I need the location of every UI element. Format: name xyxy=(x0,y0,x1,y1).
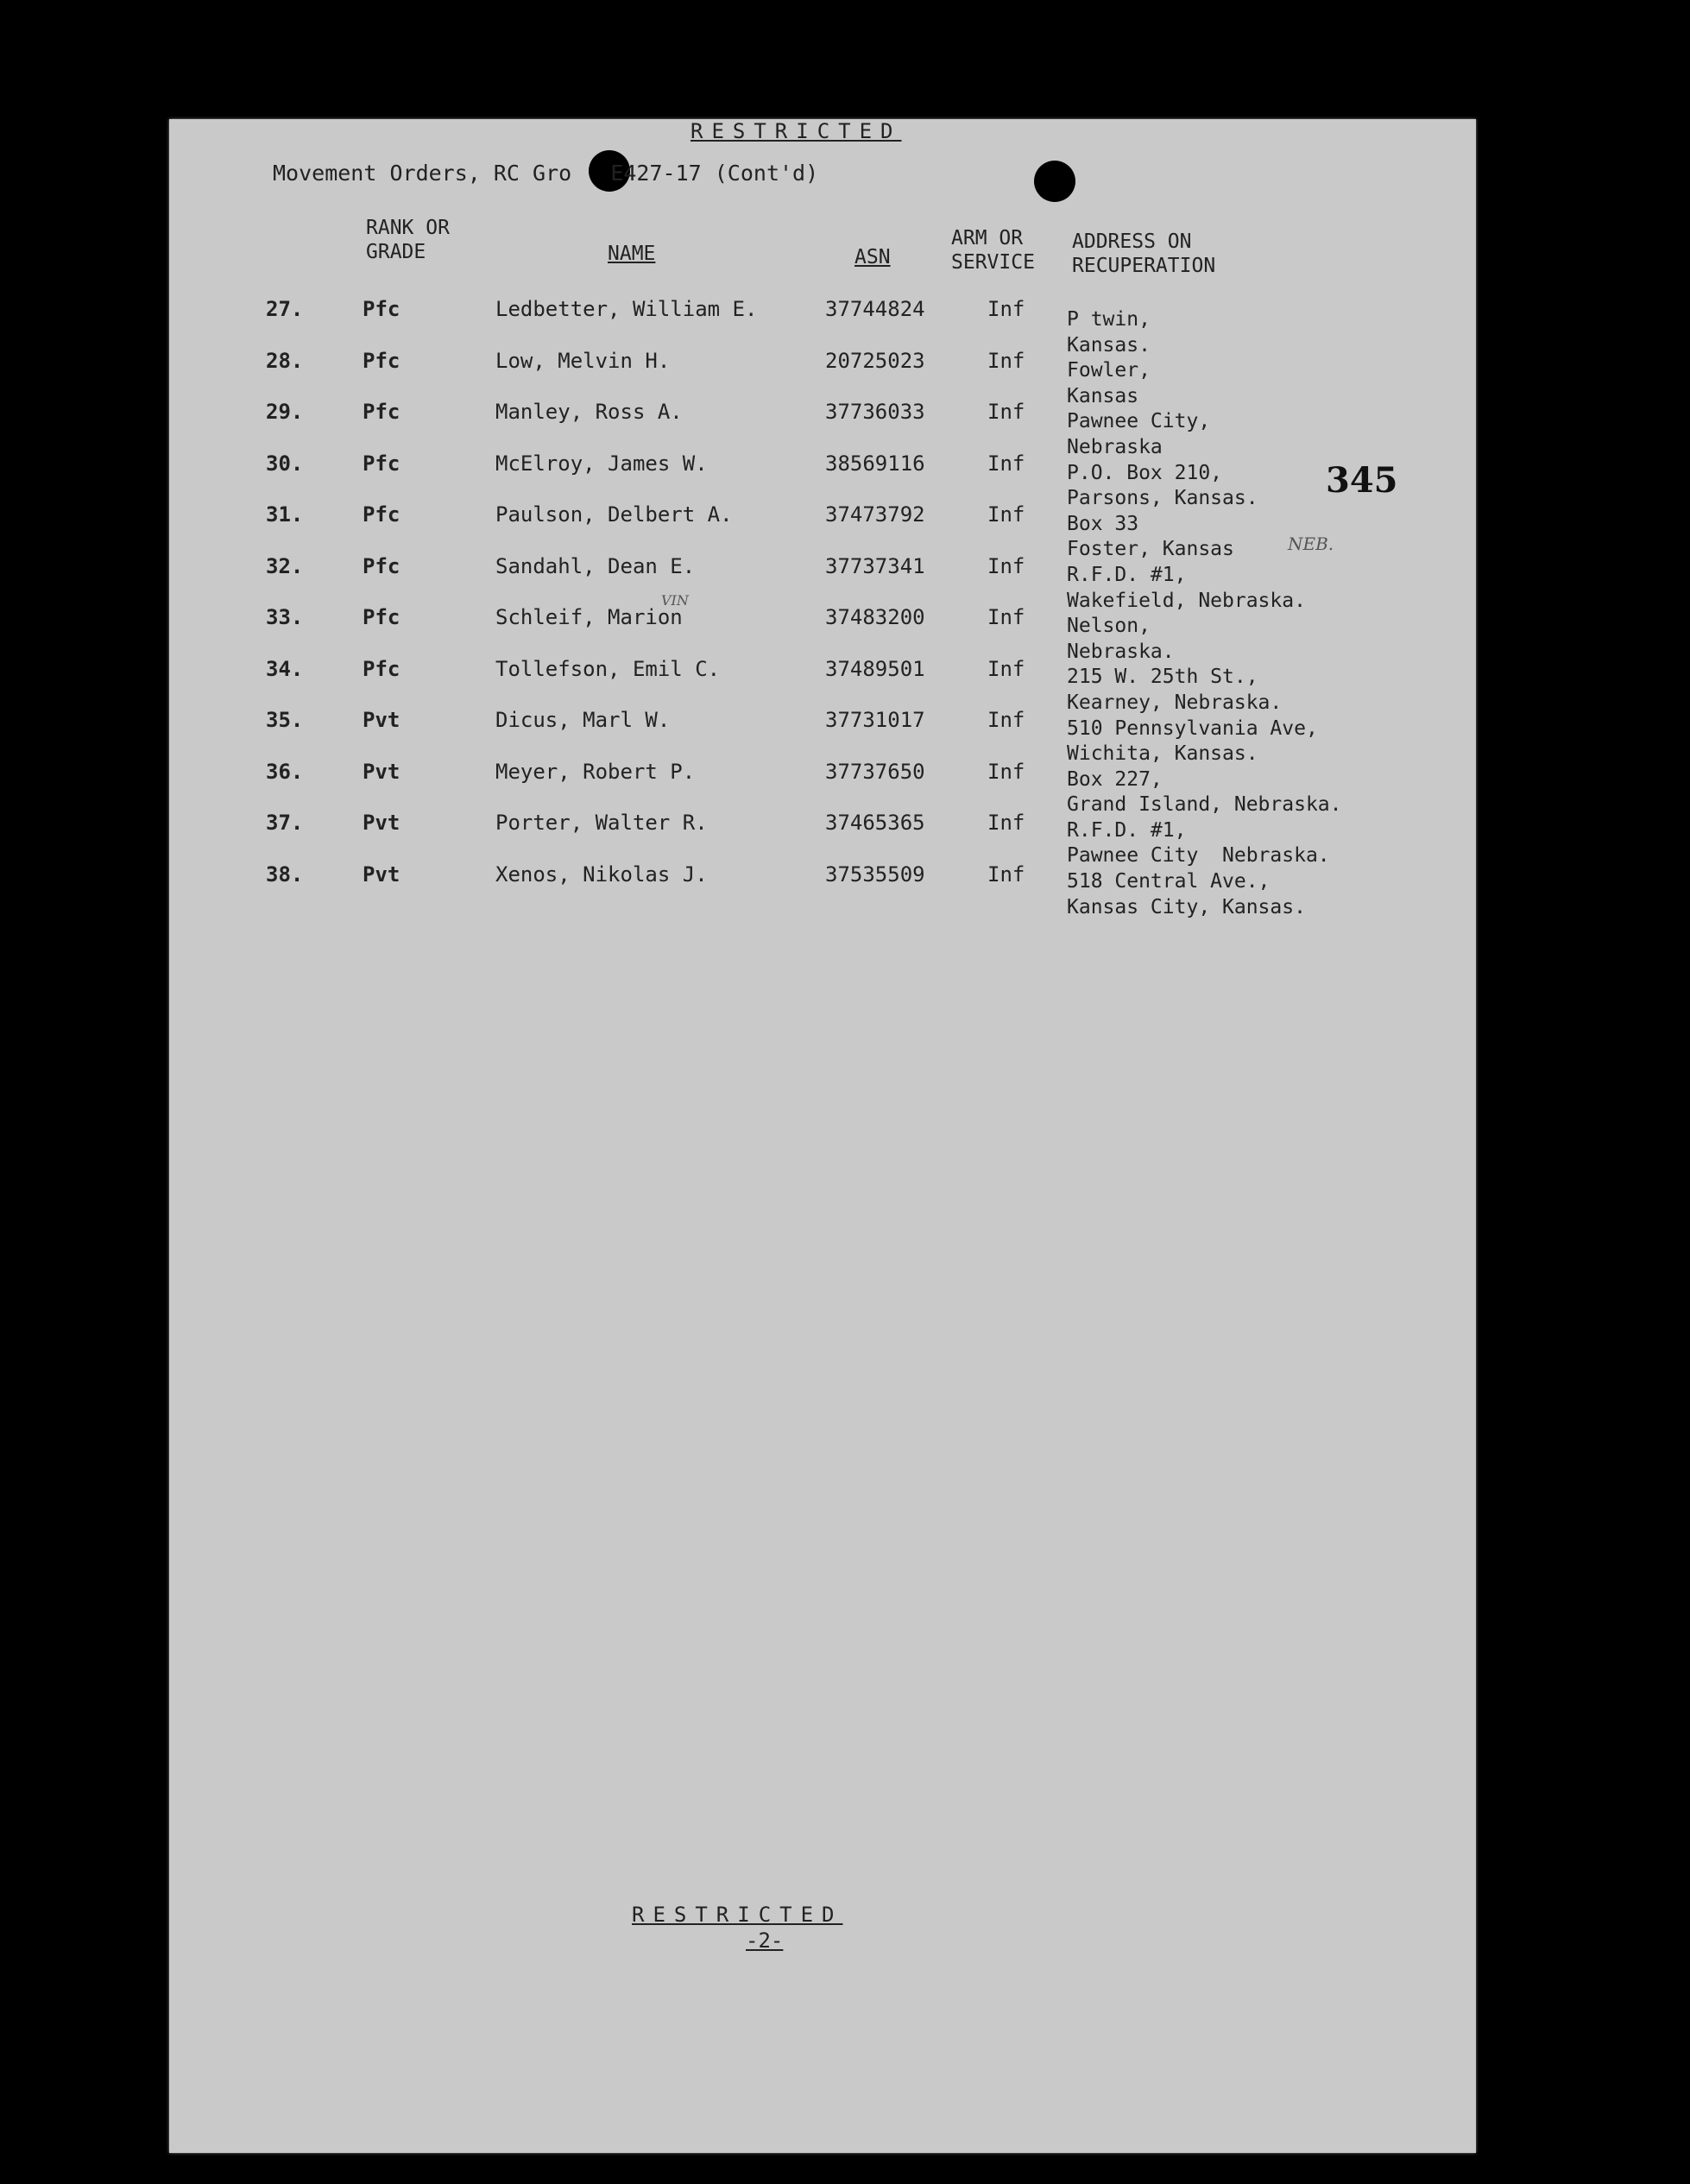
row-asn: 37483200 xyxy=(825,605,925,629)
row-asn: 37736033 xyxy=(825,400,925,424)
row-number: 37. xyxy=(266,811,304,835)
row-asn: 37489501 xyxy=(825,656,925,681)
row-rank: Pfc xyxy=(363,656,400,681)
footer-page-number: -2- xyxy=(746,1928,784,1953)
address-line: Box 33 xyxy=(1067,512,1139,535)
row-rank: Pvt xyxy=(363,811,400,835)
column-header-rank-text: RANK OR GRADE xyxy=(366,217,450,263)
address-column xyxy=(1067,307,1342,920)
row-rank: Pfc xyxy=(363,400,400,424)
row-asn: 20725023 xyxy=(825,348,925,373)
row-number: 33. xyxy=(266,605,304,629)
row-number: 38. xyxy=(266,862,304,887)
row-asn: 37731017 xyxy=(825,708,925,732)
row-arm-service: Inf xyxy=(987,451,1025,476)
address-line: P.O. Box 210, xyxy=(1067,461,1223,484)
footer-restricted: RESTRICTED xyxy=(632,1903,843,1927)
row-name: Meyer, Robert P. xyxy=(495,759,696,784)
address-line: P twin, xyxy=(1067,308,1151,331)
punch-hole-right xyxy=(1034,161,1075,202)
row-name: Porter, Walter R. xyxy=(495,811,708,835)
row-asn: 37744824 xyxy=(825,297,925,321)
column-header-rank xyxy=(366,216,450,264)
row-number: 32. xyxy=(266,553,304,578)
row-number: 31. xyxy=(266,502,304,527)
row-name: Manley, Ross A. xyxy=(495,400,683,424)
row-asn: 37737650 xyxy=(825,759,925,784)
order-reference: Movement Orders, RC Gro E427-17 (Cont'd) xyxy=(273,161,819,186)
row-arm-service: Inf xyxy=(987,502,1025,527)
row-number: 34. xyxy=(266,656,304,681)
address-line: 510 Pennsylvania Ave, xyxy=(1067,716,1318,740)
row-name: McElroy, James W. xyxy=(495,451,708,476)
row-number: 36. xyxy=(266,759,304,784)
handwritten-note-neb: NEB. xyxy=(1288,533,1334,554)
row-asn: 37737341 xyxy=(825,553,925,578)
header-restricted: RESTRICTED xyxy=(691,119,902,143)
address-line: R.F.D. #1, xyxy=(1067,818,1187,842)
address-line: Kansas. xyxy=(1067,333,1151,357)
row-name: Schleif, Marion xyxy=(495,605,683,629)
address-line: Foster, Kansas xyxy=(1067,538,1234,561)
row-asn: 37535509 xyxy=(825,862,925,887)
row-number: 35. xyxy=(266,708,304,732)
row-name: Low, Melvin H. xyxy=(495,348,671,373)
address-line: Kansas xyxy=(1067,384,1139,407)
row-name: Tollefson, Emil C. xyxy=(495,656,721,681)
address-line: 215 W. 25th St., xyxy=(1067,666,1258,689)
row-asn: 37465365 xyxy=(825,811,925,835)
column-header-name: NAME xyxy=(608,243,656,265)
page-stamp-number: 345 xyxy=(1326,460,1398,501)
address-line: Nelson, xyxy=(1067,615,1151,638)
address-line: R.F.D. #1, xyxy=(1067,563,1187,586)
handwritten-note-vin: VIN xyxy=(661,592,689,609)
row-arm-service: Inf xyxy=(987,759,1025,784)
row-asn: 37473792 xyxy=(825,502,925,527)
row-arm-service: Inf xyxy=(987,862,1025,887)
row-rank: Pvt xyxy=(363,759,400,784)
address-line: Box 227, xyxy=(1067,767,1163,791)
address-line: Kearney, Nebraska. xyxy=(1067,691,1283,714)
row-arm-service: Inf xyxy=(987,553,1025,578)
address-line: Pawnee City Nebraska. xyxy=(1067,844,1330,868)
row-arm-service: Inf xyxy=(987,348,1025,373)
address-line: Wichita, Kansas. xyxy=(1067,742,1258,766)
address-line: Wakefield, Nebraska. xyxy=(1067,589,1306,612)
row-rank: Pfc xyxy=(363,605,400,629)
row-name: Paulson, Delbert A. xyxy=(495,502,733,527)
row-rank: Pfc xyxy=(363,553,400,578)
address-line: Fowler, xyxy=(1067,359,1151,382)
document-page xyxy=(169,119,1476,2153)
row-number: 27. xyxy=(266,297,304,321)
address-line: Nebraska. xyxy=(1067,640,1175,663)
address-line: Nebraska xyxy=(1067,435,1163,458)
row-number: 28. xyxy=(266,348,304,373)
address-line: Parsons, Kansas. xyxy=(1067,487,1258,510)
row-name: Ledbetter, William E. xyxy=(495,297,758,321)
row-rank: Pfc xyxy=(363,502,400,527)
address-line: Kansas City, Kansas. xyxy=(1067,895,1306,918)
row-arm-service: Inf xyxy=(987,708,1025,732)
row-name: Xenos, Nikolas J. xyxy=(495,862,708,887)
address-line: 518 Central Ave., xyxy=(1067,870,1271,893)
column-header-address: ADDRESS ON RECUPERATION xyxy=(1072,230,1216,277)
row-number: 30. xyxy=(266,451,304,476)
row-name: Dicus, Marl W. xyxy=(495,708,671,732)
row-rank: Pfc xyxy=(363,297,400,321)
row-rank: Pfc xyxy=(363,451,400,476)
column-header-asn: ASN xyxy=(854,246,891,268)
row-arm-service: Inf xyxy=(987,605,1025,629)
row-arm-service: Inf xyxy=(987,297,1025,321)
row-rank: Pvt xyxy=(363,708,400,732)
row-asn: 38569116 xyxy=(825,451,925,476)
row-number: 29. xyxy=(266,400,304,424)
address-line: Pawnee City, xyxy=(1067,410,1211,433)
row-name: Sandahl, Dean E. xyxy=(495,553,696,578)
row-rank: Pvt xyxy=(363,862,400,887)
column-header-arm: ARM OR SERVICE xyxy=(951,227,1035,274)
row-arm-service: Inf xyxy=(987,656,1025,681)
row-rank: Pfc xyxy=(363,348,400,373)
address-line: Grand Island, Nebraska. xyxy=(1067,793,1342,817)
row-arm-service: Inf xyxy=(987,811,1025,835)
row-arm-service: Inf xyxy=(987,400,1025,424)
